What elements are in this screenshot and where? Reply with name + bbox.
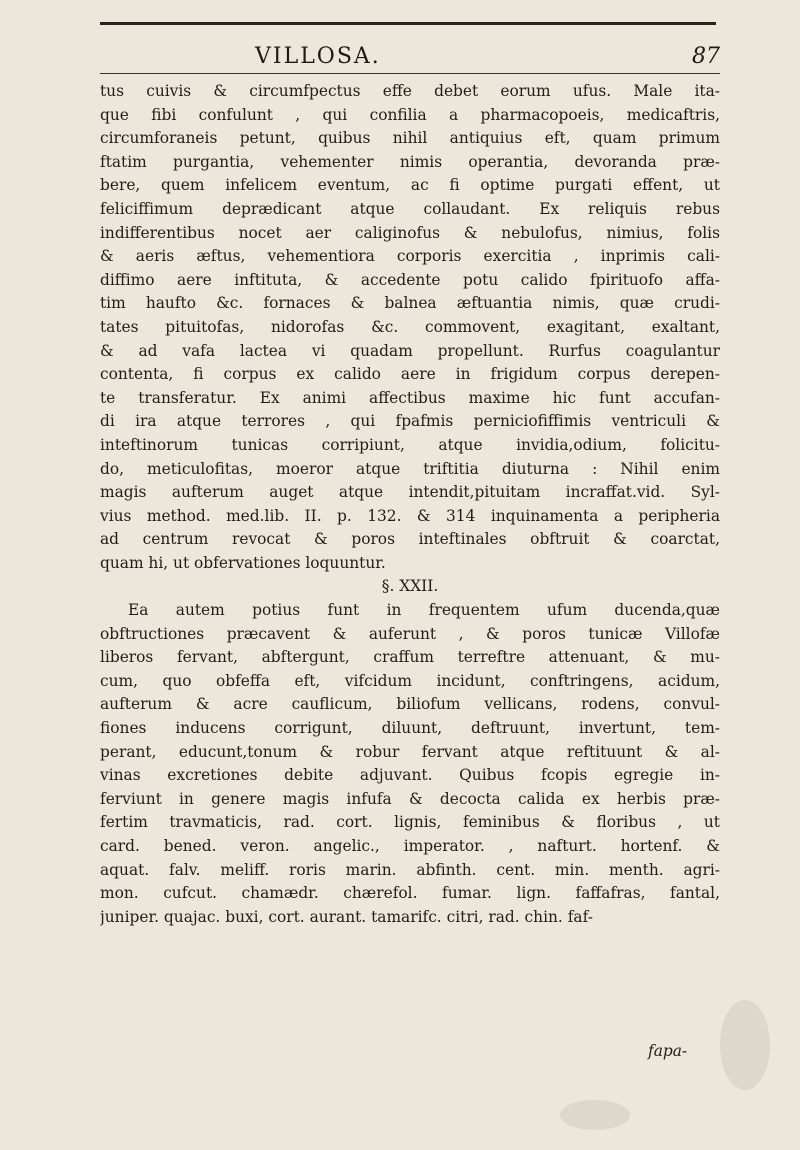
text-line: magis aufterum auget atque intendit,pituitam incraffat.vid. Syl- <box>100 483 720 502</box>
section-heading: §. XXII. <box>381 577 439 596</box>
text-line: di ira atque terrores , qui fpafmis perniciofiffimis ventriculi & <box>100 412 720 431</box>
text-line: mon. cufcut. chamædr. chærefol. fumar. lign. faffafras, fantal, <box>100 884 720 903</box>
text-line: indifferentibus nocet aer caliginofus & nebulofus, nimius, folis <box>100 223 720 242</box>
text-line: & aeris æftus, vehementiora corporis exercitia , inprimis cali- <box>100 247 720 266</box>
text-line: tim haufto &c. fornaces & balnea æftuantia nimis, quæ crudi- <box>100 294 720 313</box>
text-line: card. bened. veron. angelic., imperator. , nafturt. hortenf. & <box>100 837 720 855</box>
text-line: obftructiones præcavent & auferunt , & poros tunicæ Villofæ <box>100 624 720 643</box>
page-number: 87 <box>692 44 720 69</box>
text-line: quam hi, ut obfervationes loquuntur. <box>100 553 386 572</box>
text-line: juniper. quajac. buxi, cort. aurant. tamarifc. citri, rad. chin. faf- <box>100 907 593 926</box>
text-line: vinas excretiones debite adjuvant. Quibus fcopis egregie in- <box>100 766 720 785</box>
text-line: te transferatur. Ex animi affectibus maxime hic funt accufan- <box>100 388 720 407</box>
text-line: cum, quo obfeffa eft, vifcidum incidunt, conftringens, acidum, <box>100 671 720 690</box>
top-rule <box>100 22 716 25</box>
text-line: Ea autem potius funt in frequentem ufum ducenda,quæ <box>128 601 720 620</box>
text-line: inteftinorum tunicas corripiunt, atque invidia,odium, folicitu- <box>100 435 720 454</box>
text-line: liberos fervant, abftergunt, craffum terreftre attenuant, & mu- <box>100 648 720 667</box>
text-line: perant, educunt,tonum & robur fervant atque reftituunt & al- <box>100 742 720 761</box>
body-text <box>100 80 720 929</box>
page-header <box>100 44 720 74</box>
text-line: circumforaneis petunt, quibus nihil antiquius eft, quam primum <box>100 129 720 148</box>
text-line: aufterum & acre cauflicum, biliofum vellicans, rodens, convul- <box>100 695 720 714</box>
text-line: ad centrum revocat & poros inteftinales obftruit & coarctat, <box>100 530 720 549</box>
text-line: do, meticulofitas, moeror atque triftitia diuturna : Nihil enim <box>100 459 720 478</box>
catchword: fapa- <box>648 1042 688 1060</box>
text-line: diffimo aere inftituta, & accedente potu calido fpirituofo affa- <box>100 270 720 289</box>
text-line: contenta, fi corpus ex calido aere in frigidum corpus derepen- <box>100 365 720 384</box>
paragraph-2 <box>100 599 720 929</box>
text-line: tates pituitofas, nidorofas &c. commovent, exagitant, exaltant, <box>100 317 720 336</box>
text-line: fertim travmaticis, rad. cort. lignis, feminibus & floribus , ut <box>100 813 720 832</box>
text-line: tus cuivis & circumfpectus effe debet eorum ufus. Male ita- <box>100 82 720 100</box>
text-line: vius method. med.lib. II. p. 132. & 314 inquinamenta a peripheria <box>100 506 720 525</box>
text-line: ftatim purgantia, vehementer nimis operantia, devoranda præ- <box>100 152 720 171</box>
paper-stain <box>720 1000 770 1090</box>
paper-stain <box>560 1100 630 1130</box>
text-line: ferviunt in genere magis infufa & decocta calida ex herbis præ- <box>100 789 720 808</box>
text-line: aquat. falv. meliff. roris marin. abfinth. cent. min. menth. agri- <box>100 860 720 879</box>
text-line: que fibi confulunt , qui confilia a pharmacopoeis, medicaftris, <box>100 105 720 124</box>
header-rule <box>100 73 720 74</box>
text-line: bere, quem infelicem eventum, ac fi optime purgati effent, ut <box>100 176 720 195</box>
running-title: VILLOSA. <box>255 44 381 69</box>
paragraph-1 <box>100 80 720 575</box>
text-line: feliciffimum deprædicant atque collaudant. Ex reliquis rebus <box>100 199 720 218</box>
text-line: & ad vafa lactea vi quadam propellunt. Rurfus coagulantur <box>100 341 720 360</box>
text-line: fiones inducens corrigunt, diluunt, deftruunt, invertunt, tem- <box>100 719 720 738</box>
